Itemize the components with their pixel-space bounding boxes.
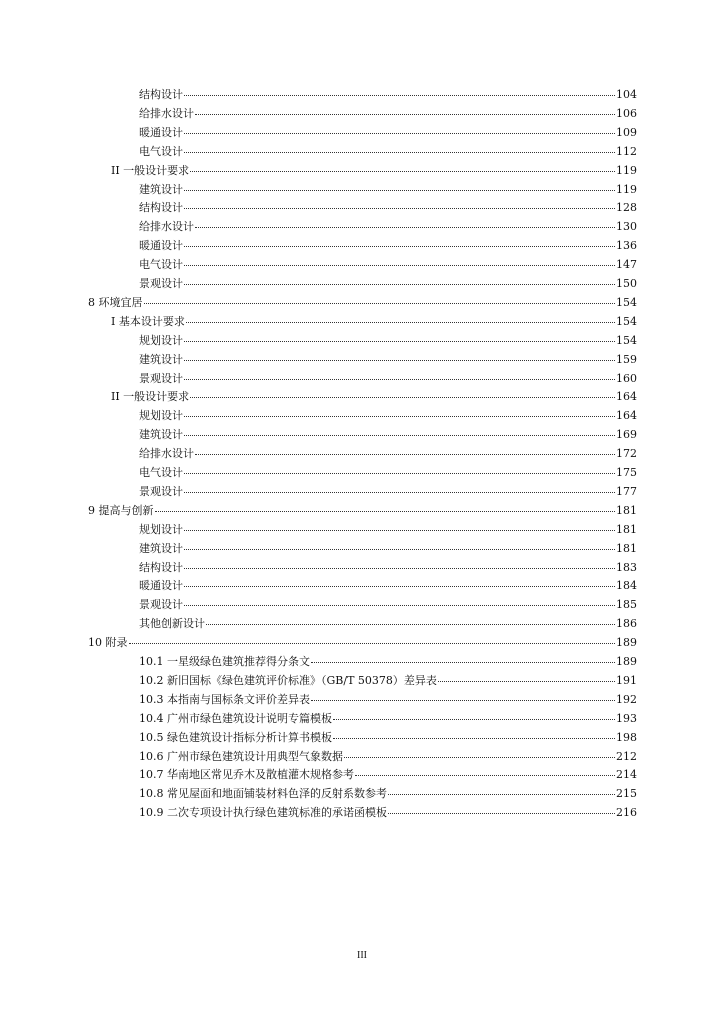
toc-dot-leader (190, 161, 615, 172)
toc-entry (139, 124, 637, 143)
toc-entry-title: 10.8 常见屋面和地面铺装材料色泽的反射系数参考 (139, 787, 387, 801)
toc-entry-title: 10.4 广州市绿色建筑设计说明专篇模板 (139, 711, 332, 725)
toc-entry-page: 175 (616, 466, 637, 479)
toc-entry (139, 691, 637, 710)
toc-entry-title: 10 附录 (88, 636, 128, 650)
toc-entry (139, 710, 637, 729)
toc-entry-page: 181 (616, 503, 637, 517)
toc-dot-leader (195, 217, 615, 228)
toc-entry-title: 给排水设计 (139, 106, 194, 120)
toc-entry (139, 577, 637, 596)
toc-entry-title: 电气设计 (139, 466, 183, 479)
toc-entry-title: 建筑设计 (139, 428, 183, 442)
toc-dot-leader (184, 85, 615, 96)
toc-entry-page: 169 (616, 428, 637, 442)
toc-entry-page: 150 (616, 277, 637, 290)
toc-entry-title: II 一般设计要求 (111, 390, 190, 404)
toc-entry (139, 256, 637, 275)
toc-dot-leader (184, 198, 615, 209)
toc-entry-title: 景观设计 (139, 484, 183, 498)
toc-entry (139, 804, 637, 823)
toc-dot-leader (184, 123, 615, 134)
toc-dot-leader (184, 274, 615, 285)
toc-entry-title: 结构设计 (139, 560, 183, 574)
toc-dot-leader (388, 784, 615, 795)
toc-entry (139, 105, 637, 124)
toc-entry-title: 8 环境宜居 (88, 295, 143, 309)
toc-entry-title: 规划设计 (139, 522, 183, 536)
toc-entry (139, 521, 637, 540)
toc-entry-page: 189 (616, 636, 637, 650)
toc-entry-page: 181 (616, 522, 637, 536)
toc-entry-page: 216 (616, 806, 637, 820)
toc-dot-leader (195, 444, 615, 455)
toc-entry-page: 183 (616, 560, 637, 574)
toc-entry (139, 483, 637, 502)
toc-entry-title: 10.6 广州市绿色建筑设计用典型气象数据 (139, 749, 343, 763)
toc-entry-page: 119 (616, 182, 637, 196)
toc-entry-page: 212 (616, 749, 637, 763)
toc-entry (139, 275, 637, 294)
toc-dot-leader (438, 671, 615, 682)
toc-entry-title: 规划设计 (139, 409, 183, 423)
toc-entry (139, 181, 637, 200)
toc-dot-leader (184, 558, 615, 569)
toc-entry-page: 112 (616, 144, 637, 158)
toc-entry-page: 172 (616, 447, 637, 461)
toc-entry-page: 128 (616, 201, 637, 215)
toc-entry (139, 407, 637, 426)
toc-dot-leader (184, 595, 615, 606)
toc-entry (139, 464, 637, 483)
toc-entry-title: 10.3 本指南与国标条文评价差异表 (139, 692, 310, 706)
toc-dot-leader (144, 293, 616, 304)
toc-entry (139, 143, 637, 162)
toc-entry (139, 332, 637, 351)
toc-dot-leader (184, 236, 615, 247)
toc-entry-page: 130 (616, 220, 637, 234)
toc-dot-leader (311, 652, 615, 663)
toc-dot-leader (206, 614, 615, 625)
toc-entry-title: 景观设计 (139, 598, 183, 612)
toc-entry-title: 给排水设计 (139, 220, 194, 234)
toc-entry (139, 218, 637, 237)
toc-dot-leader (311, 690, 615, 701)
toc-entry-title: 给排水设计 (139, 447, 194, 461)
toc-entry-title: 建筑设计 (139, 541, 183, 555)
toc-entry-title: 建筑设计 (139, 352, 183, 366)
toc-dot-leader (184, 520, 615, 531)
toc-entry-page: 154 (616, 333, 637, 347)
toc-entry (88, 502, 637, 521)
toc-entry-page: 106 (616, 106, 637, 120)
toc-dot-leader (190, 387, 615, 398)
toc-entry-page: 159 (616, 352, 637, 366)
toc-entry (139, 559, 637, 578)
toc-entry (88, 634, 637, 653)
toc-entry (139, 766, 637, 785)
toc-entry-title: 10.7 华南地区常见乔木及散植灌木规格参考 (139, 768, 354, 782)
toc-entry-page: 154 (616, 314, 637, 328)
toc-entry-title: 结构设计 (139, 201, 183, 215)
toc-entry-page: 184 (616, 579, 637, 593)
toc-entry-page: 185 (616, 598, 637, 612)
toc-entry-page: 164 (616, 390, 637, 404)
toc-entry-title: 建筑设计 (139, 182, 183, 196)
toc-entry-title: 10.1 一星级绿色建筑推荐得分条文 (139, 655, 310, 668)
toc-entry-title: 其他创新设计 (139, 617, 205, 631)
toc-entry (139, 653, 637, 672)
toc-entry-page: 104 (616, 88, 637, 101)
toc-entry (139, 426, 637, 445)
toc-entry-page: 215 (616, 787, 637, 801)
toc-dot-leader (184, 255, 615, 266)
toc-entry-page: 177 (616, 484, 637, 498)
toc-entry (139, 615, 637, 634)
toc-entry-title: I 基本设计要求 (111, 314, 185, 328)
toc-entry-title: 10.2 新旧国标《绿色建筑评价标准》（GB/T 50378）差异表 (139, 673, 437, 687)
toc-dot-leader (184, 180, 615, 191)
toc-entry-title: II 一般设计要求 (111, 163, 190, 177)
toc-entry (139, 596, 637, 615)
toc-entry (139, 445, 637, 464)
toc-dot-leader (186, 312, 615, 323)
toc-entry (139, 237, 637, 256)
toc-entry-page: 164 (616, 409, 637, 423)
toc-entry (139, 351, 637, 370)
toc-entry-page: 181 (616, 541, 637, 555)
toc-entry-page: 214 (616, 768, 637, 782)
toc-entry-page: 191 (616, 673, 637, 687)
toc-entry-page: 186 (616, 617, 637, 631)
toc-entry-page: 109 (616, 125, 637, 139)
toc-entry-title: 9 提高与创新 (88, 503, 154, 517)
toc-entry-page: 189 (616, 655, 637, 668)
toc-dot-leader (195, 104, 615, 115)
toc-entry-page: 154 (616, 295, 637, 309)
toc-entry-page: 147 (616, 258, 637, 272)
toc-entry-page: 192 (616, 692, 637, 706)
toc-dot-leader (388, 803, 615, 814)
toc-dot-leader (333, 728, 615, 739)
toc-entry (139, 729, 637, 748)
toc-entry (139, 199, 637, 218)
toc-dot-leader (184, 142, 615, 153)
toc-dot-leader (184, 406, 615, 417)
toc-entry (139, 370, 637, 389)
toc-dot-leader (129, 633, 616, 644)
toc-dot-leader (184, 425, 615, 436)
toc-dot-leader (184, 482, 615, 493)
toc-entry-title: 10.9 二次专项设计执行绿色建筑标准的承诺函模板 (139, 806, 387, 820)
toc-dot-leader (184, 576, 615, 587)
toc-entry-page: 160 (616, 371, 637, 385)
toc-dot-leader (355, 765, 615, 776)
toc-dot-leader (184, 350, 615, 361)
toc-dot-leader (184, 331, 615, 342)
toc-entry (111, 388, 637, 407)
toc-entry (111, 162, 637, 181)
toc-entry (139, 785, 637, 804)
toc-entry (139, 540, 637, 559)
toc-entry (139, 86, 637, 105)
toc-dot-leader (184, 369, 615, 380)
toc-entry-page: 136 (616, 239, 637, 253)
toc-entry-title: 暖通设计 (139, 125, 183, 139)
toc-entry-title: 暖通设计 (139, 239, 183, 253)
toc-entry (139, 672, 637, 691)
toc-entry-title: 暖通设计 (139, 579, 183, 593)
toc-entry-title: 景观设计 (139, 371, 183, 385)
toc-entry-title: 电气设计 (139, 144, 183, 158)
toc-dot-leader (184, 539, 615, 550)
page-number: III (357, 950, 367, 961)
toc-dot-leader (155, 501, 616, 512)
toc-entry-title: 景观设计 (139, 277, 183, 290)
toc-entry-page: 193 (616, 711, 637, 725)
toc-dot-leader (184, 463, 615, 474)
toc-entry (139, 748, 637, 767)
toc-entry-title: 结构设计 (139, 88, 183, 101)
toc-entry-title: 规划设计 (139, 333, 183, 347)
toc-entry-title: 电气设计 (139, 258, 183, 272)
toc-entry-page: 198 (616, 730, 637, 744)
toc-dot-leader (333, 709, 615, 720)
toc-entry (111, 313, 637, 332)
toc-entry (88, 294, 637, 313)
toc-entry-title: 10.5 绿色建筑设计指标分析计算书模板 (139, 730, 332, 744)
toc-entry-page: 119 (616, 163, 637, 177)
toc-dot-leader (344, 747, 615, 758)
